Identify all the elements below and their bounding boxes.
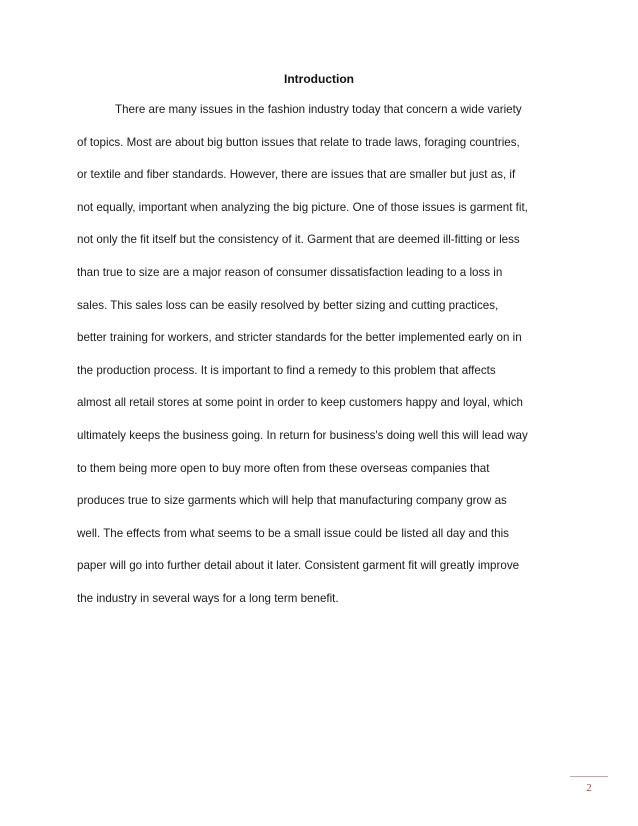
paragraph-line: than true to size are a major reason of consumer dissatisfaction leading to a loss in <box>77 265 503 279</box>
paragraph-line: produces true to size garments which will help that manufacturing company grow as <box>77 494 507 508</box>
page-number-divider <box>570 776 608 777</box>
paragraph-line: not equally, important when analyzing the big picture. One of those issues is garment fit, <box>77 200 528 214</box>
paragraph-line: not only the fit itself but the consistency of it. Garment that are deemed ill-fitting or less <box>77 233 520 247</box>
section-heading: Introduction <box>284 72 354 86</box>
paragraph-line: the industry in several ways for a long term benefit. <box>77 591 339 605</box>
paragraph-line: There are many issues in the fashion industry today that concern a wide variety <box>115 103 522 116</box>
paragraph-line: the production process. It is important to find a remedy to this problem that affects <box>77 363 496 377</box>
paragraph-line: well. The effects from what seems to be a small issue could be listed all day and this <box>77 526 509 540</box>
paragraph-line: sales. This sales loss can be easily resolved by better sizing and cutting practices, <box>77 298 499 312</box>
page-number: 2 <box>586 782 592 794</box>
paragraph-line: paper will go into further detail about it later. Consistent garment fit will greatly improve <box>77 559 520 573</box>
body-paragraph <box>77 94 567 616</box>
paragraph-line: almost all retail stores at some point in order to keep customers happy and loyal, which <box>77 396 523 410</box>
paragraph-line: ultimately keeps the business going. In return for business's doing well this will lead way <box>77 428 528 442</box>
paragraph-line: to them being more open to buy more often from these overseas companies that <box>77 461 490 475</box>
paragraph-line: of topics. Most are about big button issues that relate to trade laws, foraging countries, <box>77 135 520 149</box>
paragraph-line: or textile and fiber standards. However, there are issues that are smaller but just as, if <box>77 168 516 182</box>
paragraph-line: better training for workers, and stricter standards for the better implemented early on in <box>77 331 522 345</box>
